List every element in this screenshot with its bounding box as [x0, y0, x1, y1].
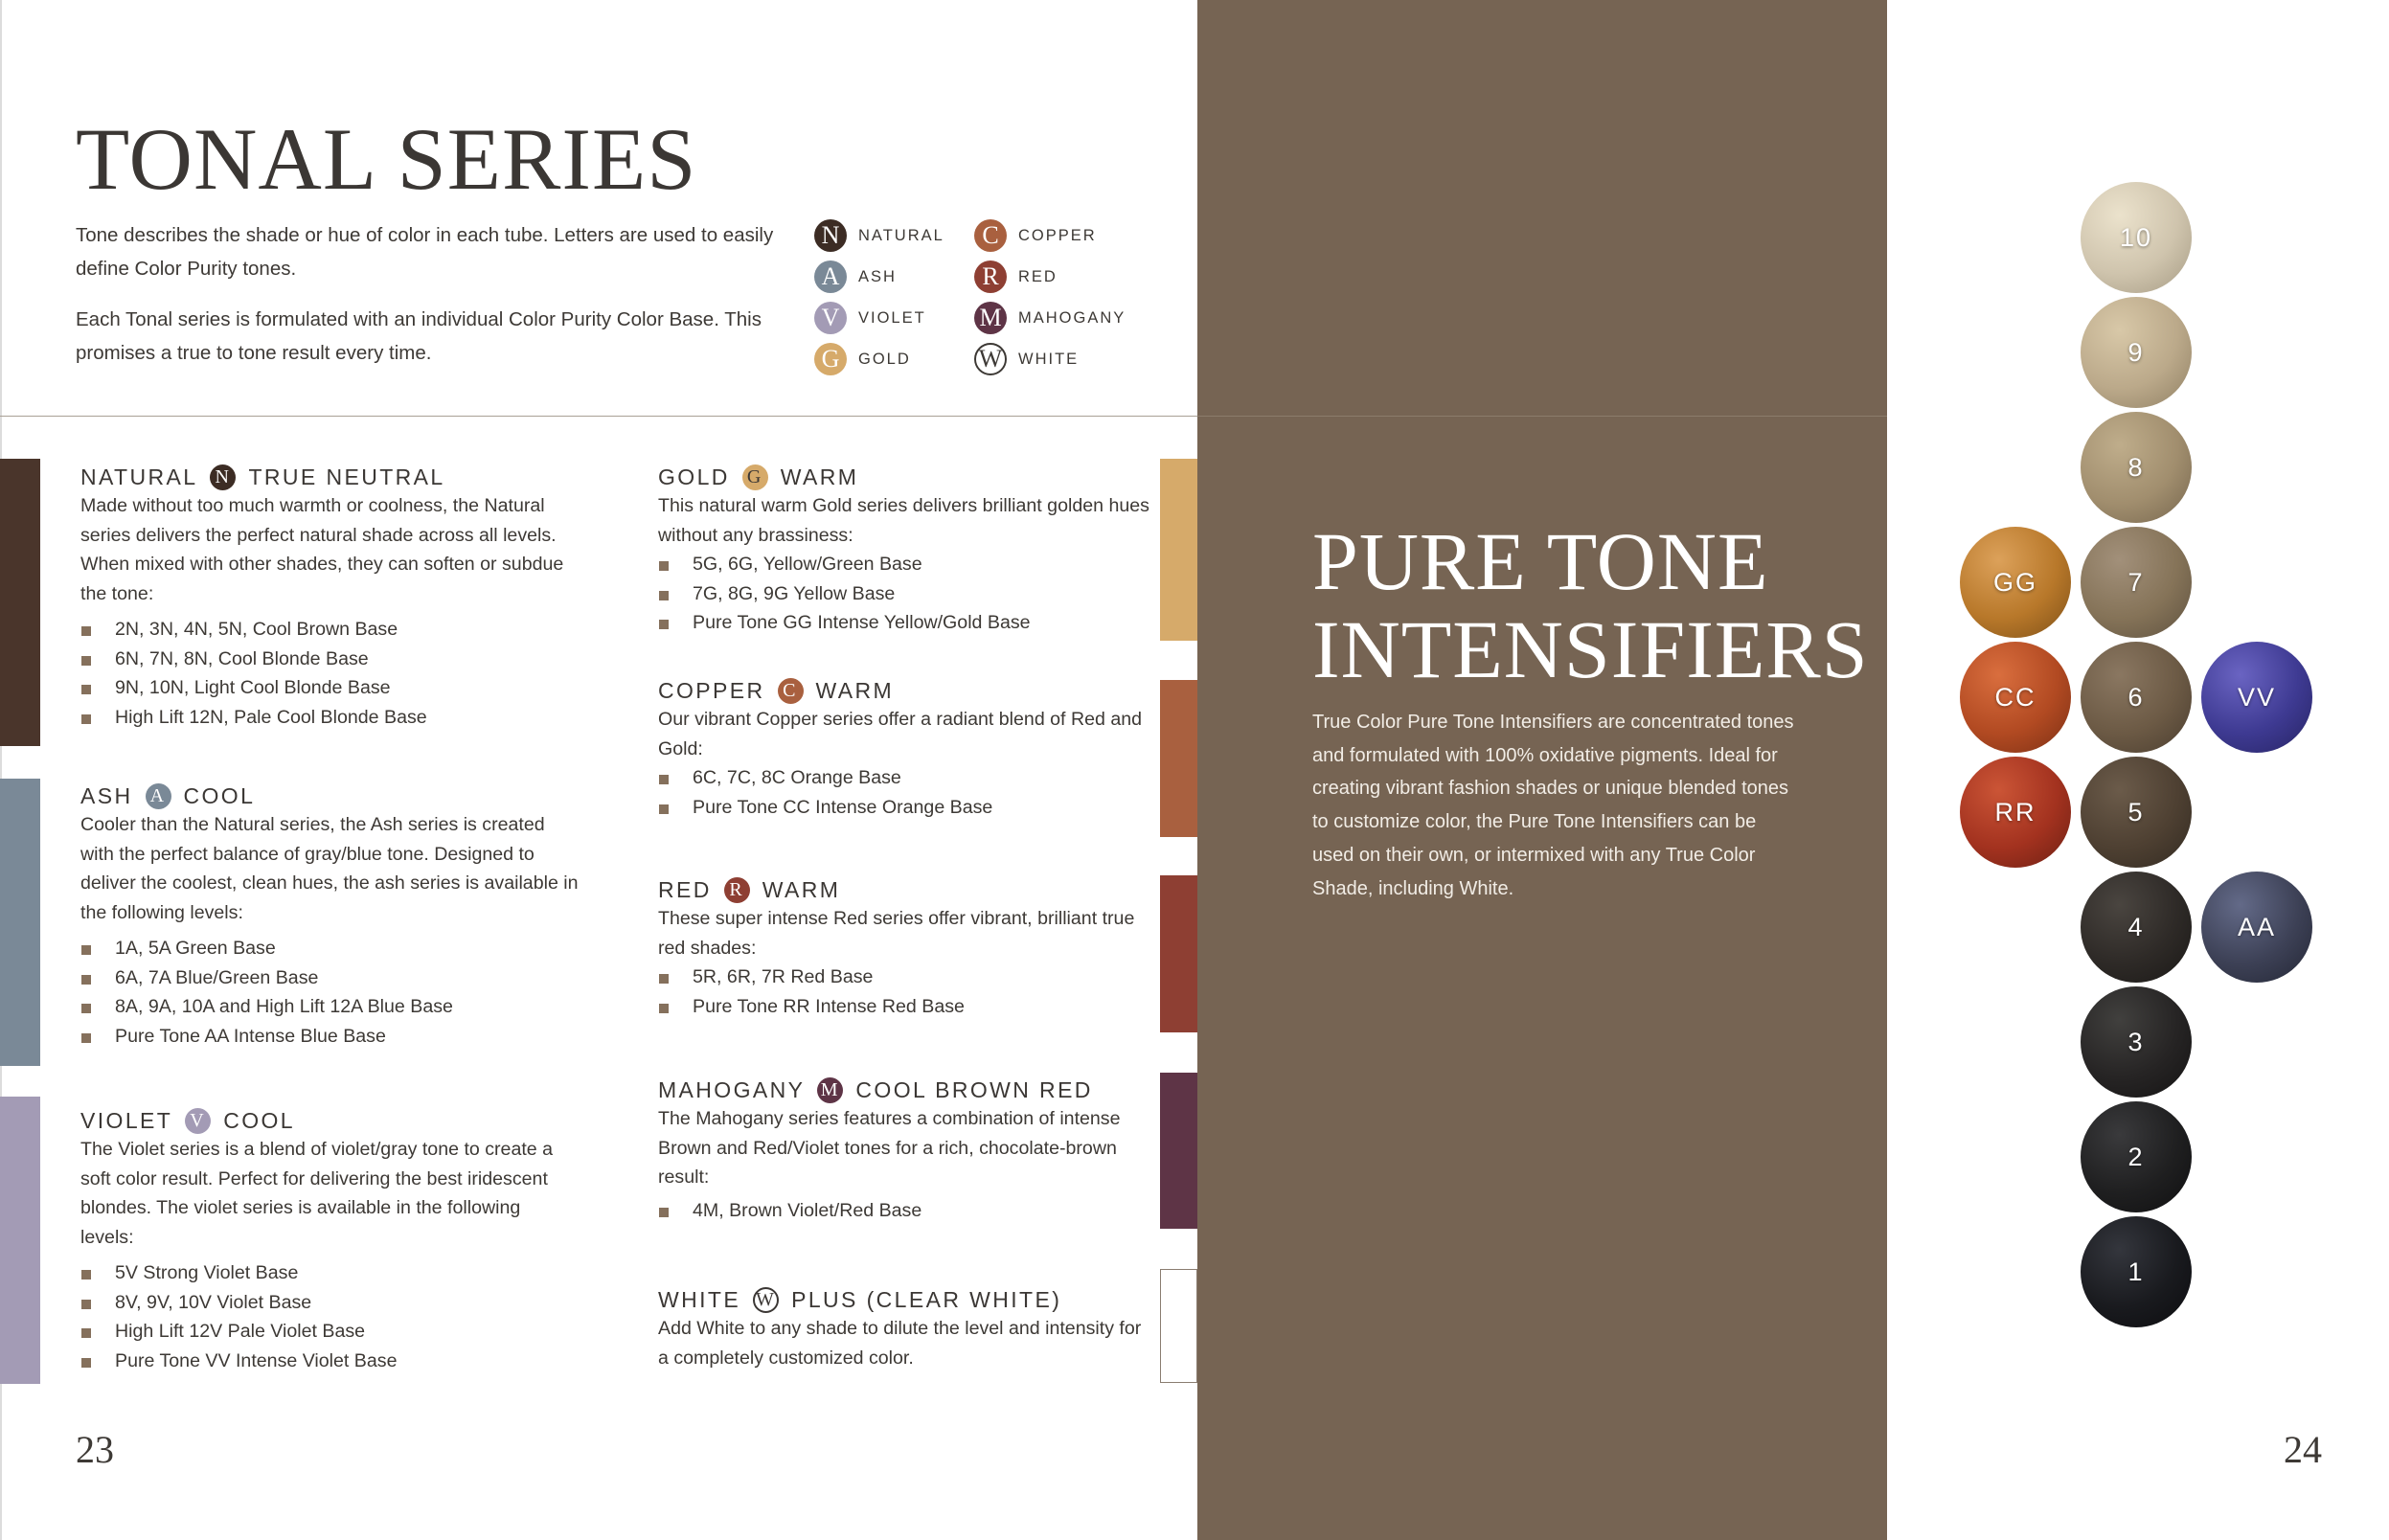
intro-paragraph-1: Tone describes the shade or hue of color in each tube. Letters are used to easily define Color Purity tones. — [76, 224, 774, 280]
copper-levels-list — [658, 763, 1156, 822]
series-tone: WARM — [815, 677, 895, 703]
ash-section — [80, 780, 579, 1051]
intensifier-aa-swatch: AA — [2201, 872, 2312, 983]
legend-item-ash — [814, 258, 944, 296]
list-item: 5R, 6R, 7R Red Base — [658, 962, 1156, 992]
copper-color-swatch — [1160, 680, 1197, 837]
gold-letter-icon: G — [814, 343, 847, 375]
legend-label: GOLD — [858, 350, 911, 368]
list-item: Pure Tone CC Intense Orange Base — [658, 793, 1156, 823]
violet-section — [80, 1104, 579, 1375]
intro-paragraph-2: Each Tonal series is formulated with an individual Color Purity Color Base. This promises a true to tone result every time. — [76, 308, 762, 364]
title-line-2: INTENSIFIERS — [1312, 603, 1869, 695]
legend-item-gold — [814, 340, 944, 378]
tone-legend-col-1 — [814, 216, 944, 378]
violet-letter-icon: V — [814, 302, 847, 334]
red-heading — [658, 873, 1156, 906]
list-item: 6C, 7C, 8C Orange Base — [658, 763, 1156, 793]
intensifier-vv-swatch: VV — [2201, 642, 2312, 753]
legend-label: ASH — [858, 267, 897, 285]
ash-heading — [80, 780, 579, 812]
series-tone: COOL — [223, 1107, 295, 1133]
red-levels-list — [658, 962, 1156, 1021]
ash-letter-icon: A — [146, 783, 171, 809]
gold-heading — [658, 461, 1156, 493]
violet-description: The Violet series is a blend of violet/gray tone to create a soft color result. Perfect for delivering the best iridescent blondes. The violet series is available in the following levels: — [80, 1139, 554, 1248]
natural-heading — [80, 461, 579, 493]
violet-color-swatch — [0, 1097, 40, 1384]
level-8-swatch: 8 — [2081, 412, 2192, 523]
series-name: GOLD — [658, 464, 730, 489]
mahogany-heading — [658, 1074, 1156, 1106]
panel-divider — [1197, 416, 1887, 417]
legend-label: RED — [1018, 267, 1058, 285]
legend-item-natural — [814, 216, 944, 255]
list-item: 6N, 7N, 8N, Cool Blonde Base — [80, 645, 579, 674]
red-letter-icon: R — [724, 877, 750, 903]
list-item: High Lift 12V Pale Violet Base — [80, 1317, 579, 1347]
page-title: TONAL SERIES — [76, 110, 697, 208]
series-tone: WARM — [762, 876, 841, 902]
list-item: 1A, 5A Green Base — [80, 934, 579, 963]
white-description: Add White to any shade to dilute the level and intensity for a completely customized color. — [658, 1318, 1142, 1369]
violet-levels-list — [80, 1258, 579, 1375]
level-6-swatch: 6 — [2081, 642, 2192, 753]
list-item: Pure Tone VV Intense Violet Base — [80, 1347, 579, 1376]
section-divider — [0, 416, 1197, 417]
series-name: COPPER — [658, 677, 765, 703]
legend-item-violet — [814, 299, 944, 337]
natural-color-swatch — [0, 459, 40, 746]
legend-label: WHITE — [1018, 350, 1080, 368]
ash-color-swatch — [0, 779, 40, 1066]
natural-letter-icon: N — [814, 219, 847, 252]
list-item: 6A, 7A Blue/Green Base — [80, 963, 579, 993]
list-item: 8V, 9V, 10V Violet Base — [80, 1288, 579, 1318]
series-name: MAHOGANY — [658, 1076, 806, 1102]
legend-label: NATURAL — [858, 226, 944, 244]
series-name: WHITE — [658, 1286, 741, 1312]
title-line-1: PURE TONE — [1312, 515, 1769, 607]
ash-description: Cooler than the Natural series, the Ash series is created with the perfect balance of gray/blue tone. Designed to deliver the coolest, clean hues, the ash series is available in the following levels: — [80, 814, 579, 923]
mahogany-letter-icon: M — [974, 302, 1007, 334]
gold-levels-list — [658, 550, 1156, 638]
gold-description: This natural warm Gold series delivers brilliant golden hues without any brassiness: — [658, 495, 1149, 546]
legend-label: VIOLET — [858, 308, 926, 327]
white-letter-icon: W — [753, 1287, 779, 1313]
natural-description: Made without too much warmth or coolness, the Natural series delivers the perfect natural shade across all levels. When mixed with other shades, they can soften or subdue the tone: — [80, 495, 564, 604]
level-9-swatch: 9 — [2081, 297, 2192, 408]
list-item: Pure Tone AA Intense Blue Base — [80, 1022, 579, 1052]
gold-color-swatch — [1160, 459, 1197, 641]
white-heading — [658, 1283, 1156, 1316]
series-tone: COOL — [183, 782, 256, 808]
series-tone: WARM — [780, 464, 859, 489]
list-item: 2N, 3N, 4N, 5N, Cool Brown Base — [80, 615, 579, 645]
list-item: 8A, 9A, 10A and High Lift 12A Blue Base — [80, 992, 579, 1022]
list-item: Pure Tone GG Intense Yellow/Gold Base — [658, 608, 1156, 638]
white-color-swatch — [1160, 1269, 1197, 1383]
legend-label: MAHOGANY — [1018, 308, 1126, 327]
gold-section — [658, 461, 1156, 638]
level-2-swatch: 2 — [2081, 1101, 2192, 1212]
list-item: High Lift 12N, Pale Cool Blonde Base — [80, 703, 579, 733]
red-letter-icon: R — [974, 260, 1007, 293]
gold-letter-icon: G — [742, 464, 768, 490]
violet-heading — [80, 1104, 579, 1137]
red-description: These super intense Red series offer vibrant, brilliant true red shades: — [658, 908, 1135, 959]
intensifier-rr-swatch: RR — [1960, 757, 2071, 868]
white-section — [658, 1283, 1156, 1372]
level-4-swatch: 4 — [2081, 872, 2192, 983]
copper-letter-icon: C — [778, 678, 804, 704]
series-tone: COOL BROWN RED — [855, 1076, 1093, 1102]
copper-heading — [658, 674, 1156, 707]
page-number-right: 24 — [2284, 1428, 2322, 1471]
natural-letter-icon: N — [210, 464, 236, 490]
legend-item-white — [974, 340, 1126, 378]
mahogany-letter-icon: M — [817, 1077, 843, 1103]
pure-tone-title — [1312, 517, 1869, 693]
natural-section — [80, 461, 579, 732]
intensifier-cc-swatch: CC — [1960, 642, 2071, 753]
white-letter-icon: W — [974, 343, 1007, 375]
level-7-swatch: 7 — [2081, 527, 2192, 638]
series-name: VIOLET — [80, 1107, 173, 1133]
intensifier-gg-swatch: GG — [1960, 527, 2071, 638]
page-number-left: 23 — [76, 1428, 114, 1471]
series-tone: TRUE NEUTRAL — [248, 464, 445, 489]
copper-description: Our vibrant Copper series offer a radiant blend of Red and Gold: — [658, 709, 1143, 759]
series-name: NATURAL — [80, 464, 198, 489]
series-tone: PLUS (CLEAR WHITE) — [791, 1286, 1062, 1312]
level-5-swatch: 5 — [2081, 757, 2192, 868]
copper-letter-icon: C — [974, 219, 1007, 252]
mahogany-color-swatch — [1160, 1073, 1197, 1229]
pure-tone-description: True Color Pure Tone Intensifiers are concentrated tones and formulated with 100% oxidative pigments. Ideal for creating vibrant fashion shades or unique blended tones to customize color, the Pure Tone Intensifiers can be used on their own, or intermixed with any True Color Shade, including White. — [1312, 712, 1794, 899]
legend-item-mahogany — [974, 299, 1126, 337]
list-item: Pure Tone RR Intense Red Base — [658, 992, 1156, 1022]
level-3-swatch: 3 — [2081, 986, 2192, 1098]
list-item: 7G, 8G, 9G Yellow Base — [658, 579, 1156, 609]
series-name: ASH — [80, 782, 133, 808]
list-item: 5G, 6G, Yellow/Green Base — [658, 550, 1156, 579]
ash-levels-list — [80, 934, 579, 1051]
list-item: 4M, Brown Violet/Red Base — [658, 1196, 1156, 1226]
series-name: RED — [658, 876, 712, 902]
level-1-swatch: 1 — [2081, 1216, 2192, 1327]
copper-section — [658, 674, 1156, 822]
red-color-swatch — [1160, 875, 1197, 1032]
legend-label: COPPER — [1018, 226, 1097, 244]
red-section — [658, 873, 1156, 1021]
violet-letter-icon: V — [185, 1108, 211, 1134]
mahogany-section — [658, 1074, 1156, 1225]
mahogany-levels-list — [658, 1196, 1156, 1226]
legend-item-copper — [974, 216, 1126, 255]
natural-levels-list — [80, 615, 579, 732]
ash-letter-icon: A — [814, 260, 847, 293]
mahogany-description: The Mahogany series features a combination of intense Brown and Red/Violet tones for a rich, chocolate-brown result: — [658, 1108, 1121, 1188]
list-item: 9N, 10N, Light Cool Blonde Base — [80, 673, 579, 703]
tone-legend-col-2 — [974, 216, 1126, 378]
list-item: 5V Strong Violet Base — [80, 1258, 579, 1288]
level-10-swatch: 10 — [2081, 182, 2192, 293]
legend-item-red — [974, 258, 1126, 296]
